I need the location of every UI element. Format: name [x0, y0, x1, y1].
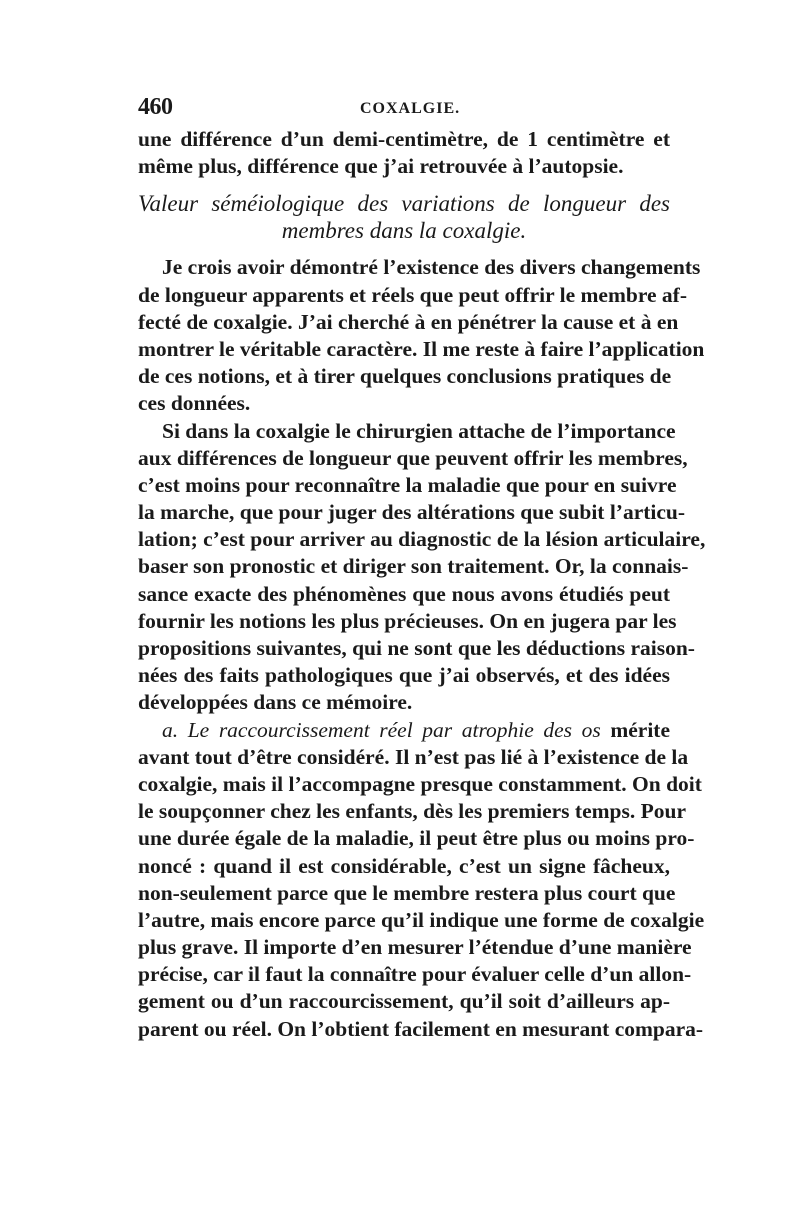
text-line: sance exacte des phénomènes que nous avons étudiés peut — [138, 581, 670, 606]
text-line: ces données. — [138, 391, 251, 416]
text-line: lation; c’est pour arriver au diagnostic de la lésion articulaire, — [138, 527, 706, 552]
text-line: une différence d’un demi-centimètre, de 1 centimètre et — [138, 127, 670, 151]
text-line: précise, car il faut la connaître pour évaluer celle d’un allon- — [138, 962, 692, 987]
text-line: la marche, que pour juger des altérations que subit l’articu- — [138, 500, 686, 525]
text-line: Je crois avoir démontré l’existence des divers changements — [162, 255, 701, 280]
section-heading — [138, 190, 670, 244]
text-line: même plus, différence que j’ai retrouvée à l’autopsie. — [138, 154, 624, 179]
text-line: avant tout d’être considéré. Il n’est pas lié à l’existence de la — [138, 744, 689, 769]
text-line: noncé : quand il est considérable, c’est un signe fâcheux, — [138, 853, 670, 878]
text-line: coxalgie, mais il l’accompagne presque constamment. On doit — [138, 771, 702, 796]
section-heading-line: membres dans la coxalgie. — [281, 218, 527, 244]
page-number: 460 — [138, 94, 173, 120]
paragraph — [138, 418, 706, 717]
body-text — [138, 126, 706, 1043]
text-line: le soupçonner chez les enfants, dès les premiers temps. Pour — [138, 799, 686, 824]
running-head: COXALGIE. — [360, 100, 461, 117]
text-line: de longueur apparents et réels que peut offrir le membre af- — [138, 282, 687, 307]
page-header — [138, 94, 670, 122]
item-label: a. Le — [162, 717, 219, 742]
paragraph — [138, 717, 705, 1043]
text-line: l’autre, mais encore parce qu’il indique une forme de coxalgie — [138, 907, 705, 932]
text-line: plus grave. Il importe d’en mesurer l’étendue d’une manière — [138, 935, 692, 960]
text-line: une durée égale de la maladie, il peut être plus ou moins pro- — [138, 826, 695, 851]
text-line: Si dans la coxalgie le chirurgien attache de l’importance — [162, 418, 676, 443]
text-line: fournir les notions les plus précieuses. On en jugera par les — [138, 608, 677, 633]
section-heading-line: Valeur séméiologique des variations de longueur des — [138, 191, 670, 217]
text-fragment: mérite — [600, 717, 671, 742]
text-line: nées des faits pathologiques que j’ai observés, et des idées — [138, 663, 670, 688]
text-line: propositions suivantes, qui ne sont que les déductions raison- — [138, 636, 695, 660]
text-line: fecté de coxalgie. J’ai cherché à en pénétrer la cause et à en — [138, 309, 679, 334]
italic-phrase: raccourcissement réel par atrophie des os — [218, 717, 601, 742]
text-line: c’est moins pour reconnaître la maladie que pour en suivre — [138, 472, 677, 497]
paragraph — [138, 254, 705, 417]
text-line: gement ou d’un raccourcissement, qu’il soit d’ailleurs ap- — [138, 989, 670, 1014]
text-line: montrer le véritable caractère. Il me reste à faire l’application — [138, 336, 705, 361]
text-line: non-seulement parce que le membre restera plus court que — [138, 880, 676, 905]
text-line: parent ou réel. On l’obtient facilement en mesurant compara- — [138, 1016, 704, 1041]
text-line — [138, 717, 670, 744]
text-line: de ces notions, et à tirer quelques conclusions pratiques de — [138, 364, 672, 389]
text-line: développées dans ce mémoire. — [138, 690, 413, 715]
text-line: baser son pronostic et diriger son traitement. Or, la connais- — [138, 554, 689, 579]
text-line: aux différences de longueur que peuvent offrir les membres, — [138, 445, 688, 470]
